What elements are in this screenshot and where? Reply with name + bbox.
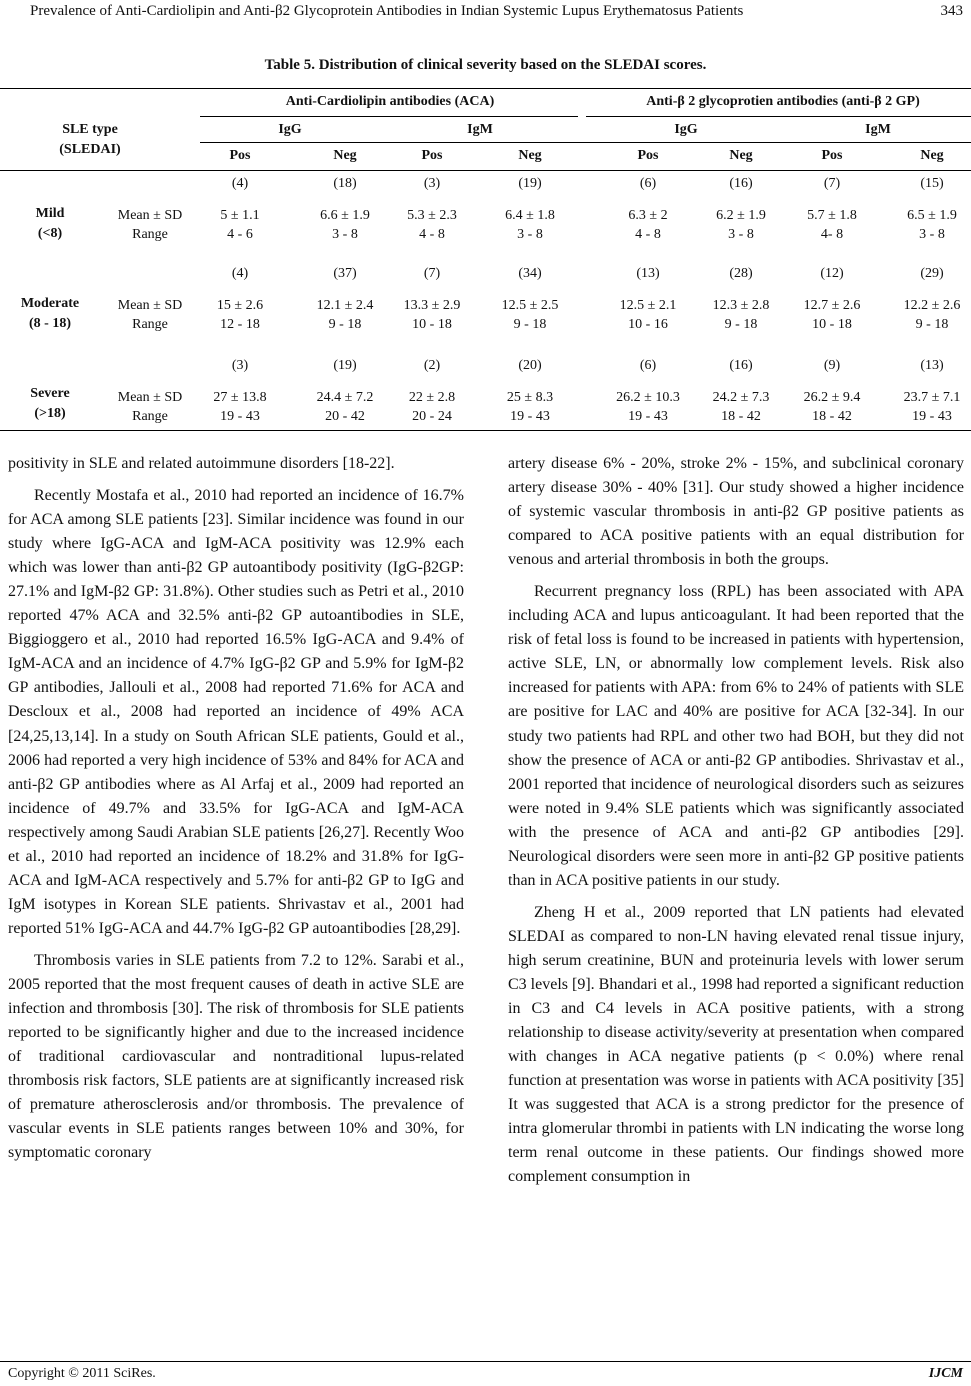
table-cell: (2) xyxy=(423,358,441,373)
table-cell: 15 ± 2.6 xyxy=(216,298,264,313)
paragraph: Thrombosis varies in SLE patients from 7.2 to 12%. Sarabi et al., 2005 reported that the most frequent causes of death in active SLE are infection and thrombosis [30]. The risk of thrombosis for SLE patients reported to be significantly higher and due to the increased incidence of traditional cardiovascular and nontraditional lupus-related thrombosis risk factors, SLE patients are at significantly increased risk of premature atherosclerosis and/or thrombosis. The prevalence of vascular events in SLE patients ranges between 10% and 30%, for symptomatic coronary xyxy=(8,951,464,1162)
table-cell: (20) xyxy=(518,358,542,373)
sub-header: Neg xyxy=(333,148,357,163)
table-cell: 10 - 18 xyxy=(812,317,852,332)
table-cell: 19 - 43 xyxy=(220,409,260,424)
paragraph: Zheng H et al., 2009 reported that LN patients had elevated SLEDAI as compared to non-LN having elevated renal tissue injury, high serum creatinine, BUN and proteinuria levels with lower serum C3 levels [9]. Bhandari et al., 1998 had reported a significant reduction in C3 and C4 levels in ACA positive patients, with a strong relationship to disease activity/severity at presentation when compared with changes in ACA negative patients (p < 0.0%) where renal function at presentation was worse in patients with ACA positivity [35] It was suggested that ACA is a strong predictor for the presence of intra glomerular thrombi in patients with LN indicating the worse long term renal outcome in these patients. Our findings showed more complement consumption in xyxy=(508,903,964,1186)
iso-header: IgM xyxy=(865,122,891,137)
sub-header: Pos xyxy=(821,148,843,163)
table-cell: 12.5 ± 2.1 xyxy=(619,298,677,313)
iso-header: IgG xyxy=(278,122,302,137)
table-cell: 20 - 24 xyxy=(412,409,452,424)
table-cell: (29) xyxy=(920,266,944,281)
table-cell: 9 - 18 xyxy=(724,317,758,332)
table-cell: 22 ± 2.8 xyxy=(408,390,456,405)
table-cell: 6.6 ± 1.9 xyxy=(320,208,370,223)
group-header-b2gp: Anti-β 2 glycoprotien antibodies (anti-β 2 GP) xyxy=(646,94,920,109)
table-cell: (18) xyxy=(333,176,357,191)
table-cell: 3 - 8 xyxy=(517,227,543,242)
table-cell: 10 - 18 xyxy=(412,317,452,332)
table-cell: 6.2 ± 1.9 xyxy=(716,208,766,223)
table-cell: (16) xyxy=(729,176,753,191)
table-cell: (6) xyxy=(639,176,657,191)
stat-label: Range xyxy=(132,227,168,242)
table-cell: 12.2 ± 2.6 xyxy=(903,298,961,313)
table-cell: 12.5 ± 2.5 xyxy=(501,298,559,313)
table-cell: (3) xyxy=(423,176,441,191)
table-cell: 18 - 42 xyxy=(812,409,852,424)
severity-label: (>18) xyxy=(34,406,66,421)
stat-label: Mean ± SD xyxy=(117,208,183,223)
sub-header: Neg xyxy=(920,148,944,163)
paragraph: artery disease 6% - 20%, stroke 2% - 15%, and subclinical coronary artery disease 30% - 40% [31]. Our study showed a higher incidence of systemic vascular thrombosis in anti-β2 GP positive patients as compared to ACA positive patients with an equal distribution for venous and arterial thrombosis in both the groups. xyxy=(508,455,964,569)
table-cell: 9 - 18 xyxy=(513,317,547,332)
table-cell: 9 - 18 xyxy=(328,317,362,332)
table-cell: (13) xyxy=(636,266,660,281)
iso-header: IgM xyxy=(467,122,493,137)
table-cell: (4) xyxy=(231,176,249,191)
table-cell: 12.1 ± 2.4 xyxy=(316,298,374,313)
journal-abbrev: IJCM xyxy=(928,1366,963,1381)
table-cell: 4- 8 xyxy=(820,227,844,242)
page-header xyxy=(0,3,971,25)
iso-subrule xyxy=(200,142,971,143)
table-cell: 25 ± 8.3 xyxy=(506,390,554,405)
footer-rule xyxy=(0,1361,971,1362)
paragraph: Recently Mostafa et al., 2010 had reported an incidence of 16.7% for ACA among SLE patients [23]. Similar incidence was found in our study where IgG-ACA and IgM-ACA positivity was 12.9% each which was lower than anti-β2 GP autoantibody positivity (IgG-β2GP: 27.1% and IgM-β2 GP: 31.8%). Other studies such as Petri et al., 2010 reported 47% ACA and 32.5% anti-β2 GP autoantibodies in SLE, Biggioggero et al., 2010 had reported 16.5% IgG-ACA and 9.4% of IgM-ACA and an incidence of 4.7% IgG-β2 GP and 5.9% for IgM-β2 GP antibodies, Jallouli et al., 2008 had reported 71.6% for ACA and Descloux et al., 2008 had reported an incidence of 49% ACA [24,25,13,14]. In a study on South African SLE patients, Gould et al., 2006 had reported a very high incidence of 53% and 84% for ACA and anti-β2 GP antibodies where as Al Arfaj et al., 2009 had reported an incidence of 49.7% and 33.5% for IgG-ACA and IgM-ACA respectively among Saudi Arabian SLE patients [26,27]. Recently Woo et al., 2010 had reported an incidence of 18.2% and 31.8% for IgG-ACA and IgM-ACA respectively and 5.7% for anti-β2 GP to IgG and IgM isotypes in Korean SLE patients. Shrivastav et al., 2001 had reported 51% IgG-ACA and 44.7% IgG-β2 GP autoantibodies [28,29]. xyxy=(8,487,464,937)
table-cell: 27 ± 13.8 xyxy=(213,390,267,405)
table-cell: 3 - 8 xyxy=(919,227,945,242)
table-bottom-rule xyxy=(0,430,971,431)
table-cell: 6.3 ± 2 xyxy=(628,208,668,223)
table-cell: (3) xyxy=(231,358,249,373)
sub-header: Neg xyxy=(518,148,542,163)
stat-label: Mean ± SD xyxy=(117,298,183,313)
table-cell: 19 - 43 xyxy=(912,409,952,424)
severity-label: Moderate xyxy=(20,296,80,311)
table-cell: 4 - 8 xyxy=(635,227,661,242)
table-cell: (6) xyxy=(639,358,657,373)
table-cell: 13.3 ± 2.9 xyxy=(403,298,461,313)
sub-header: Pos xyxy=(229,148,251,163)
table-cell: (13) xyxy=(920,358,944,373)
table-cell: 12.3 ± 2.8 xyxy=(712,298,770,313)
table-cell: 6.5 ± 1.9 xyxy=(907,208,957,223)
table-cell: 18 - 42 xyxy=(721,409,761,424)
table-cell: 26.2 ± 9.4 xyxy=(803,390,861,405)
table-cell: (9) xyxy=(823,358,841,373)
table-cell: 24.2 ± 7.3 xyxy=(712,390,770,405)
table-cell: 19 - 43 xyxy=(510,409,550,424)
severity-label: (8 - 18) xyxy=(29,316,71,331)
table-cell: 20 - 42 xyxy=(325,409,365,424)
table-cell: 10 - 16 xyxy=(628,317,668,332)
severity-label: Mild xyxy=(35,206,65,221)
table-top-rule xyxy=(0,88,971,89)
severity-label: (<8) xyxy=(37,226,63,241)
sledai-table xyxy=(0,88,971,433)
table-cell: (28) xyxy=(729,266,753,281)
table-cell: 23.7 ± 7.1 xyxy=(903,390,961,405)
sub-header: Pos xyxy=(421,148,443,163)
table-cell: (16) xyxy=(729,358,753,373)
table-cell: (7) xyxy=(423,266,441,281)
table-cell: 3 - 8 xyxy=(728,227,754,242)
table-cell: 26.2 ± 10.3 xyxy=(616,390,680,405)
table-cell: 5.3 ± 2.3 xyxy=(407,208,457,223)
sub-header: Pos xyxy=(637,148,659,163)
row-header-line1: SLE type xyxy=(62,122,118,137)
table-cell: (12) xyxy=(820,266,844,281)
table-cell: 12.7 ± 2.6 xyxy=(803,298,861,313)
table-cell: 4 - 8 xyxy=(419,227,445,242)
row-header-line2: (SLEDAI) xyxy=(59,142,121,157)
table-cell: 5.7 ± 1.8 xyxy=(807,208,857,223)
iso-header: IgG xyxy=(674,122,698,137)
severity-label: Severe xyxy=(30,386,70,401)
table-cell: 19 - 43 xyxy=(628,409,668,424)
table-cell: 5 ± 1.1 xyxy=(220,208,260,223)
header-bottom-rule xyxy=(0,170,971,171)
table-cell: (19) xyxy=(518,176,542,191)
table-cell: (37) xyxy=(333,266,357,281)
table-cell: 6.4 ± 1.8 xyxy=(505,208,555,223)
group-header-aca: Anti-Cardiolipin antibodies (ACA) xyxy=(285,94,495,109)
table-cell: 24.4 ± 7.2 xyxy=(316,390,374,405)
body-column-right xyxy=(508,452,964,1189)
running-title: Prevalence of Anti-Cardiolipin and Anti-β2 Glycoprotein Antibodies in Indian Systemic Lupus Erythematosus Patients xyxy=(30,3,744,19)
stat-label: Range xyxy=(132,409,168,424)
table-cell: (19) xyxy=(333,358,357,373)
paragraph: positivity in SLE and related autoimmune disorders [18-22]. xyxy=(8,455,395,472)
table-cell: (15) xyxy=(920,176,944,191)
paragraph: Recurrent pregnancy loss (RPL) has been associated with APA including ACA and lupus anticoagulant. It had been reported that the risk of fetal loss is found to be increased in patients with hypertension, active SLE, LN, or abnormally low complement levels. Risk also increased for patients with APA: from 6% to 24% of patients with SLE are positive for LAC and 40% are positive for ACA [32-34]. In our study two patients had RPL and other two had BOH, but they did not show the presence of ACA or anti-β2 GP antibodies. Shrivastav et al., 2001 reported that incidence of neurological disorders such as seizures were noted in 9.4% SLE patients which was significantly associated with the presence of ACA and anti-β2 GP antibodies [29]. Neurological disorders were seen more in anti-β2 GP positive patients than in ACA positive patients in our study. xyxy=(508,583,964,889)
table-caption: Table 5. Distribution of clinical severity based on the SLEDAI scores. xyxy=(264,57,707,73)
sub-header: Neg xyxy=(729,148,753,163)
table-cell: 4 - 6 xyxy=(227,227,253,242)
table-cell: (4) xyxy=(231,266,249,281)
table-cell: (34) xyxy=(518,266,542,281)
body-column-left xyxy=(8,452,464,1165)
table-cell: 12 - 18 xyxy=(220,317,260,332)
stat-label: Range xyxy=(132,317,168,332)
table-cell: 3 - 8 xyxy=(332,227,358,242)
stat-label: Mean ± SD xyxy=(117,390,183,405)
table-cell: 9 - 18 xyxy=(915,317,949,332)
b2gp-subrule xyxy=(586,116,971,117)
aca-subrule xyxy=(200,116,578,117)
table-cell: (7) xyxy=(823,176,841,191)
copyright: Copyright © 2011 SciRes. xyxy=(8,1366,156,1381)
page-number: 343 xyxy=(940,3,963,19)
